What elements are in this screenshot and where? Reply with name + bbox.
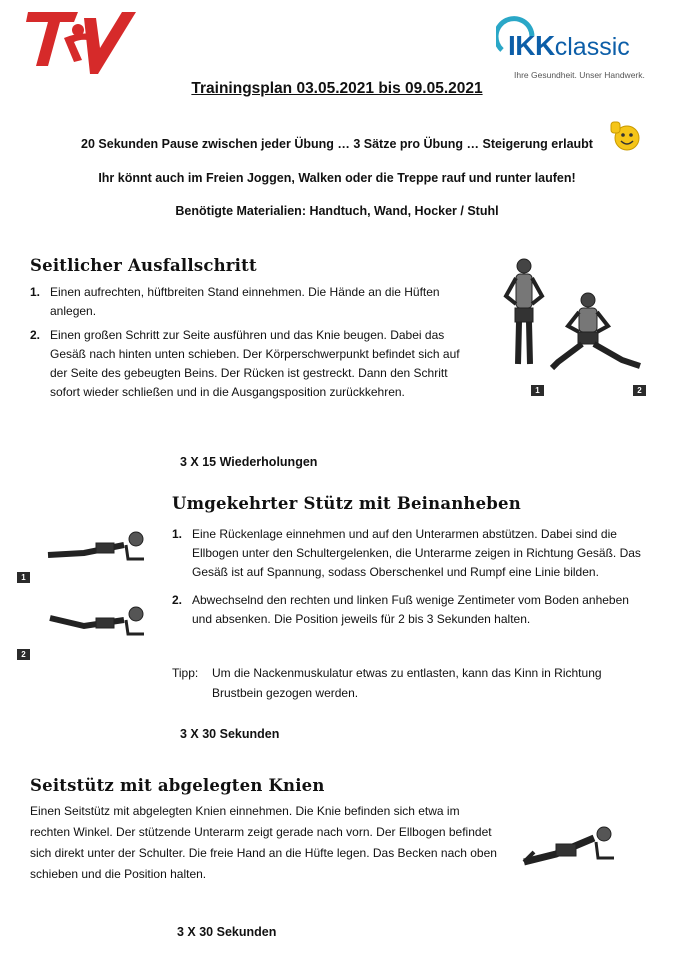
tv-logo-graphic — [26, 8, 138, 80]
exercise-1-step: 1. Einen aufrechten, hüftbreiten Stand einnehmen. Die Hände an die Hüften anlegen. — [30, 285, 440, 318]
exercise-1-reps: 3 X 15 Wiederholungen — [180, 455, 318, 469]
ikk-tagline: Ihre Gesundheit. Unser Handwerk. — [514, 70, 645, 80]
exercise-2-reps: 3 X 30 Sekunden — [180, 727, 280, 741]
exercise-1-title: Seitlicher Ausfallschritt — [30, 256, 257, 275]
ikk-classic-text: classic — [554, 33, 630, 61]
figure-badge: 1 — [17, 572, 30, 583]
ikk-brand-text: IKK — [508, 30, 555, 61]
pause-info: 20 Sekunden Pause zwischen jeder Übung … 3 Sätze pro Übung … Steigerung erlaubt — [81, 137, 593, 151]
tv-logo — [26, 8, 138, 80]
exercise-2-steps — [172, 525, 642, 634]
figure-badge: 1 — [531, 385, 544, 396]
exercise-1-step: 2. Einen großen Schritt zur Seite ausführen und das Knie beugen. Dabei das Gesäß nach hinten unten schieben. Der Körperschwerpunkt befindet sich auf der Seite des gebeugten Beins. Der Rücken ist gestreckt. Dann den Schritt sofort wieder schließen und in die Ausgangsposition zurückkehren. — [30, 328, 460, 399]
exercise-2-title: Umgekehrter Stütz mit Beinanheben — [172, 494, 521, 513]
materials-info: Benötigte Materialien: Handtuch, Wand, Hocker / Stuhl — [175, 204, 499, 218]
exercise-1-steps — [30, 283, 480, 407]
exercise-2-step: 2. Abwechselnd den rechten und linken Fuß wenige Zentimeter vom Boden anheben und absenken. Die Position jeweils für 2 bis 3 Sekunden halten. — [172, 593, 629, 626]
ikk-logo — [494, 16, 654, 86]
figure-badge: 2 — [17, 649, 30, 660]
thumbs-up-smiley-icon — [608, 118, 642, 152]
side-lunge-illustration — [490, 256, 650, 384]
figure-badge: 2 — [633, 385, 646, 396]
reverse-plank-illustration-1 — [44, 525, 154, 565]
tip-text: Um die Nackenmuskulatur etwas zu entlasten, kann das Kinn in Richtung Brustbein gezogen werden. — [212, 666, 602, 700]
tip-label: Tipp: — [172, 666, 199, 680]
exercise-3-title: Seitstütz mit abgelegten Knien — [30, 776, 325, 795]
exercise-2-tip — [172, 663, 642, 703]
side-plank-illustration — [516, 824, 620, 872]
exercise-3-description: Einen Seitstütz mit abgelegten Knien einnehmen. Die Knie befinden sich etwa im rechten Winkel. Der stützende Unterarm zeigt gerade nach vorn. Der Ellbogen befindet sich direkt unter der Schulter. Die freie Hand an die Hüfte legen. Das Becken nach oben schieben und die Position halten. — [30, 804, 497, 881]
exercise-2-step: 1. Eine Rückenlage einnehmen und auf den Unterarmen abstützen. Dabei sind die Ellbogen unter den Schultergelenken, die Unterarme zeigen in Richtung Gesäß. Das Gesäß ist auf Spannung, sodass Oberschenkel und Rumpf eine Linie bilden. — [172, 527, 641, 579]
page-title: Trainingsplan 03.05.2021 bis 09.05.2021 — [191, 80, 483, 97]
exercise-3-reps: 3 X 30 Sekunden — [177, 925, 277, 939]
outdoor-info: Ihr könnt auch im Freien Joggen, Walken oder die Treppe rauf und runter laufen! — [98, 171, 576, 185]
reverse-plank-illustration-2 — [44, 600, 154, 640]
